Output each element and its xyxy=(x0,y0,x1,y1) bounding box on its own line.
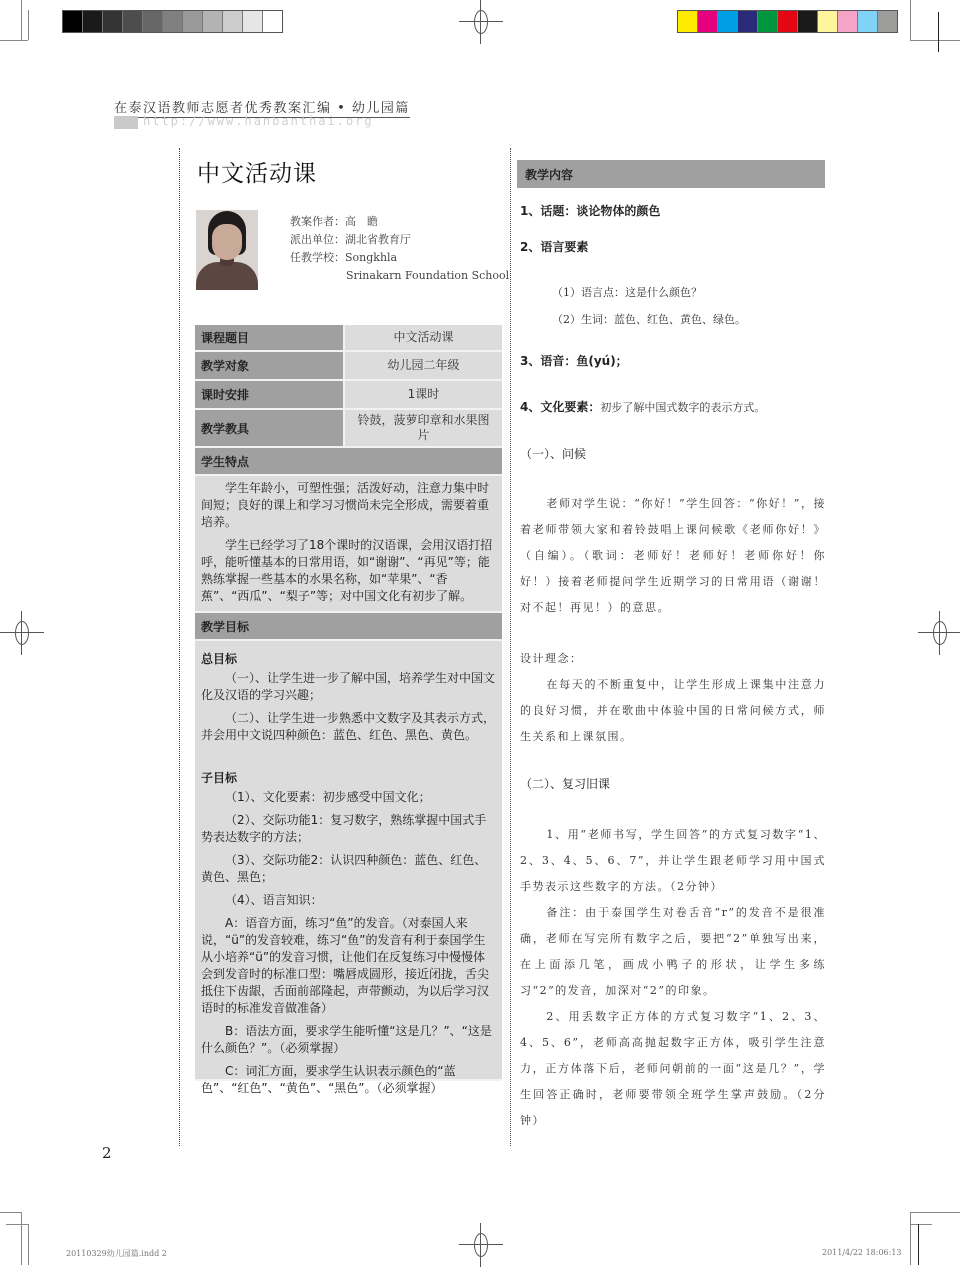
info-key: 课时安排 xyxy=(195,381,343,408)
content-item-culture xyxy=(520,398,765,415)
content-item-topic: 1、话题：谈论物体的颜色 xyxy=(520,204,661,218)
calibration-swatch xyxy=(858,11,878,32)
column-divider-left xyxy=(179,148,180,1146)
file-info: 20110329幼儿园篇.indd 2 xyxy=(66,1249,167,1258)
overall-goals-label: 总目标 xyxy=(201,652,238,666)
author-info xyxy=(290,213,509,285)
info-row-target xyxy=(195,352,502,381)
crop-mark xyxy=(0,1212,22,1213)
teaching-content-panel xyxy=(517,160,825,1140)
content-subitem: （1）语言点：这是什么颜色？ xyxy=(552,286,702,299)
calibration-swatch xyxy=(818,11,838,32)
student-traits-heading: 学生特点 xyxy=(195,448,502,476)
school-line1: Songkhla xyxy=(345,251,398,264)
author-label: 教案作者： xyxy=(290,215,345,228)
calibration-swatch xyxy=(183,11,203,32)
content-heading: 教学内容 xyxy=(517,160,825,188)
calibration-swatch xyxy=(878,11,897,32)
calibration-swatch xyxy=(838,11,858,32)
calibration-swatch xyxy=(123,11,143,32)
author-photo xyxy=(196,210,258,290)
crop-mark xyxy=(918,1224,919,1265)
calibration-swatch xyxy=(798,11,818,32)
info-key: 教学对象 xyxy=(195,352,343,379)
header-url: http://www.hanbanthai.org xyxy=(143,114,374,128)
page-number: 2 xyxy=(102,1144,112,1162)
goals-heading: 教学目标 xyxy=(195,613,502,641)
crop-mark xyxy=(28,10,29,40)
content-item-phonetics: 3、语音：鱼(yú)； xyxy=(520,354,628,368)
calibration-swatch xyxy=(103,11,123,32)
info-row-course xyxy=(195,325,502,352)
calibration-swatch xyxy=(678,11,698,32)
crop-mark xyxy=(910,1224,932,1225)
greeting-paragraph: 老师对学生说：“你好！”学生回答：“你好！”，接着老师带领大家和着铃鼓唱上课问候歌《老师你好！》（自编）。（歌词：老师好！老师好！老师你好！你好！）接着老师提问学生近期学习的日常用语（谢谢！对不起！再见！）的意思。 xyxy=(520,497,826,614)
goal-item: （3）、交际功能2：认识四种颜色：蓝色、红色、黄色、黑色； xyxy=(201,853,487,884)
author-row xyxy=(290,213,509,231)
calibration-swatch xyxy=(698,11,718,32)
crop-mark xyxy=(21,0,22,40)
goal-item: A：语音方面，练习“鱼”的发音。（对泰国人来说，“ü”的发音较难，练习“鱼”的发音有利于泰国学生从小培养“ü”的发音习惯，让他们在反复练习中慢慢体会到发音时的标准口型：嘴唇成圆形，接近闭拢，舌尖抵住下齿龈，舌面前部隆起，声带颤动，为以后学习汉语时的标准发音做准备） xyxy=(201,916,490,1015)
crop-mark xyxy=(28,1224,29,1265)
goal-item: （1）、文化要素：初步感受中国文化； xyxy=(225,790,431,804)
calibration-swatch xyxy=(83,11,103,32)
info-row-materials xyxy=(195,410,502,448)
grayscale-calibration-bar xyxy=(62,10,283,33)
crop-mark xyxy=(910,1212,911,1265)
calibration-swatch xyxy=(738,11,758,32)
info-row-schedule xyxy=(195,381,502,410)
student-traits-body xyxy=(195,476,502,613)
book-title: 在泰汉语教师志愿者优秀教案汇编 • 幼儿园篇 xyxy=(114,97,410,118)
sub-goals-label: 子目标 xyxy=(201,771,238,785)
info-value: 中文活动课 xyxy=(343,325,502,350)
crop-mark xyxy=(910,0,911,40)
crop-mark xyxy=(938,12,939,52)
calibration-swatch xyxy=(163,11,183,32)
review-paragraph: 1、用“老师书写，学生回答”的方式复习数字“1、2、3、4、5、6、7”，并让学生跟老师学习用中国式手势表示这些数字的方法。（2分钟） xyxy=(520,828,826,893)
goal-item: （2）、交际功能1：复习数字，熟练掌握中国式手势表达数字的方法； xyxy=(201,813,487,844)
design-paragraph: 在每天的不断重复中，让学生形成上课集中注意力的良好习惯，并在歌曲中体验中国的日常问候方式，师生关系和上课氛围。 xyxy=(520,678,826,743)
color-calibration-bar xyxy=(677,10,898,33)
info-key: 课程题目 xyxy=(195,325,343,350)
calibration-swatch xyxy=(223,11,243,32)
crop-mark xyxy=(910,40,960,41)
print-timestamp: 2011/4/22 18:06:13 xyxy=(822,1248,902,1257)
unit-value: 湖北省教育厅 xyxy=(345,233,411,246)
info-key: 教学教具 xyxy=(195,410,343,446)
calibration-swatch xyxy=(203,11,223,32)
crop-mark xyxy=(6,1224,28,1225)
goal-item: （二）、让学生进一步熟悉中文数字及其表示方式，并会用中文说四种颜色：蓝色、红色、黑色、黄色。 xyxy=(201,711,496,742)
column-divider-middle xyxy=(510,148,511,1146)
calibration-swatch xyxy=(143,11,163,32)
goal-item: C：词汇方面，要求学生认识表示颜色的“蓝色”、“红色”、“黄色”、“黑色”。（必须掌握） xyxy=(201,1064,456,1095)
goal-item: B：语法方面，要求学生能听懂“这是几？”、“这是什么颜色？”。（必须掌握） xyxy=(201,1024,492,1055)
paragraph: 学生年龄小，可塑性强；活泼好动，注意力集中时间短；良好的课上和学习习惯尚未完全形成，需要着重培养。 xyxy=(201,481,490,529)
culture-text: 初步了解中国式数字的表示方式。 xyxy=(600,401,766,414)
goals-body xyxy=(195,641,502,1095)
school-row xyxy=(290,249,509,267)
crop-mark xyxy=(910,1212,960,1213)
design-label: 设计理念： xyxy=(520,652,583,665)
crop-mark xyxy=(21,1212,22,1265)
registration-mark-icon xyxy=(459,0,503,44)
unit-label: 派出单位： xyxy=(290,233,345,246)
part-heading-greeting: （一）、问候 xyxy=(520,447,587,461)
goal-item: （4）、语言知识： xyxy=(225,893,323,907)
info-value: 幼儿园二年级 xyxy=(343,352,502,379)
registration-mark-icon xyxy=(0,611,44,655)
content-subitem: （2）生词：蓝色、红色、黄色、绿色。 xyxy=(552,313,746,326)
calibration-swatch xyxy=(243,11,263,32)
crop-mark xyxy=(0,40,28,41)
registration-mark-icon xyxy=(918,611,960,655)
review-note-paragraph: 备注：由于泰国学生对卷舌音“r”的发音不是很准确，老师在写完所有数字之后，要把“2”单独写出来，在上面添几笔，画成小鸭子的形状，让学生多练习“2”的发音，加深对“2”的印象。 xyxy=(520,906,826,997)
content-item-language: 2、语言要素 xyxy=(520,240,589,254)
calibration-swatch xyxy=(718,11,738,32)
culture-label: 4、文化要素： xyxy=(520,400,601,414)
header-decor-block xyxy=(114,116,138,129)
page-title: 中文活动课 xyxy=(197,161,317,187)
info-value: 铃鼓，菠萝印章和水果图片 xyxy=(343,410,502,446)
goal-item: （一）、让学生进一步了解中国，培养学生对中国文化及汉语的学习兴趣； xyxy=(201,671,496,702)
registration-mark-icon xyxy=(459,1223,503,1267)
calibration-swatch xyxy=(778,11,798,32)
info-value: 1课时 xyxy=(343,381,502,408)
school-label: 任教学校： xyxy=(290,251,345,264)
lesson-info-panel xyxy=(195,325,502,1095)
paragraph: 学生已经学习了18个课时的汉语课，会用汉语打招呼，能听懂基本的日常用语，如“谢谢”、“再见”等；能熟练掌握一些基本的水果名称，如“苹果”、“香蕉”、“西瓜”、“梨子”等；对中国文化有初步了解。 xyxy=(201,538,493,603)
unit-row xyxy=(290,231,509,249)
part-heading-review: （二）、复习旧课 xyxy=(520,777,611,791)
review-paragraph: 2、用丢数字正方体的方式复习数字“1、2、3、4、5、6”，老师高高抛起数字正方体，吸引学生注意力，正方体落下后，老师问朝前的一面“这是几？”，学生回答正确时，老师要带领全班学生掌声鼓励。（2分钟） xyxy=(520,1010,826,1127)
calibration-swatch xyxy=(63,11,83,32)
school-line2: Srinakarn Foundation School xyxy=(346,269,510,282)
author-name: 高 瞻 xyxy=(345,215,378,228)
calibration-swatch xyxy=(758,11,778,32)
calibration-swatch xyxy=(263,11,282,32)
